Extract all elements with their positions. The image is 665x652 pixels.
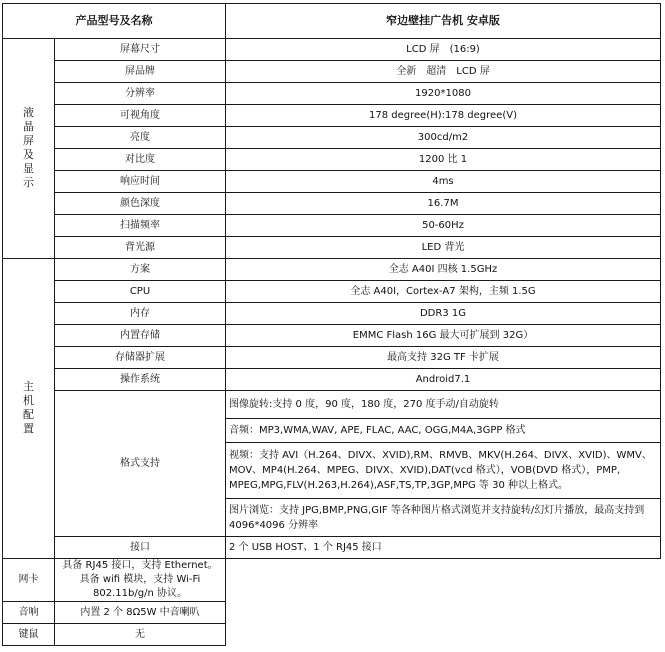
row-value: 最高支持 32G TF 卡扩展: [226, 347, 661, 369]
table-row: [3, 61, 661, 83]
row-value: 具备 RJ45 接口，支持 Ethernet。具备 wifi 模块，支持 Wi-Fi 802.11b/g/n 协议。: [55, 559, 226, 602]
row-value: 4ms: [226, 171, 661, 193]
table-row: [3, 39, 661, 61]
table-row: [3, 391, 661, 419]
product-name: 窄边壁挂广告机 安卓版: [226, 4, 661, 39]
row-label: 音响: [3, 602, 55, 624]
table-row: [3, 537, 661, 559]
format-support-label: 格式支持: [55, 391, 226, 537]
product-model-label: 产品型号及名称: [3, 4, 226, 39]
row-value: 全志 A40I 四核 1.5GHz: [226, 259, 661, 281]
row-label: 屏幕尺寸: [55, 39, 226, 61]
table-row: [3, 624, 661, 646]
row-label: 方案: [55, 259, 226, 281]
table-row: [3, 171, 661, 193]
table-row: [3, 325, 661, 347]
row-label: 接口: [55, 537, 226, 559]
row-label: 对比度: [55, 149, 226, 171]
row-value: 1200 比 1: [226, 149, 661, 171]
table-row: [3, 602, 661, 624]
row-label: 亮度: [55, 127, 226, 149]
table-row: [3, 193, 661, 215]
table-row: [3, 303, 661, 325]
row-label: 操作系统: [55, 369, 226, 391]
row-value: LED 背光: [226, 237, 661, 259]
table-header-row: [3, 4, 661, 39]
row-label: 扫描频率: [55, 215, 226, 237]
table-row: [3, 83, 661, 105]
row-label: 颜色深度: [55, 193, 226, 215]
format-audio: 音频：MP3,WMA,WAV, APE, FLAC, AAC, OGG,M4A,3GPP 格式: [226, 419, 661, 443]
row-value: 2 个 USB HOST、1 个 RJ45 接口: [226, 537, 661, 559]
table-row: [3, 149, 661, 171]
spec-table: [2, 3, 661, 646]
table-row: [3, 559, 661, 602]
table-row: [3, 347, 661, 369]
row-label: 内置存储: [55, 325, 226, 347]
row-value: DDR3 1G: [226, 303, 661, 325]
format-image-rotation: 图像旋转:支持 0 度，90 度，180 度，270 度手动/自动旋转: [226, 391, 661, 419]
format-video: 视频：支持 AVI（H.264、DIVX、XVID),RM、RMVB、MKV(H.264、DIVX、XVID)、WMV、MOV、MP4(H.264、MPEG、DIVX、XVID),DAT(vcd 格式），VOB(DVD 格式），PMP, MPEG,MPG,FLV(H.263,H.264),ASF,TS,TP,3GP,MPG 等 30 种以上格式。: [226, 443, 661, 499]
row-label: 内存: [55, 303, 226, 325]
row-value: 16.7M: [226, 193, 661, 215]
row-label: 键鼠: [3, 624, 55, 646]
row-value: 300cd/m2: [226, 127, 661, 149]
format-image-browse: 图片浏览：支持 JPG,BMP,PNG,GIF 等各种图片格式浏览并支持旋转/幻灯片播放，最高支持到 4096*4096 分辨率: [226, 499, 661, 537]
row-value: EMMC Flash 16G 最大可扩展到 32G）: [226, 325, 661, 347]
table-row: [3, 369, 661, 391]
table-row: [3, 127, 661, 149]
row-label: 背光源: [55, 237, 226, 259]
row-value: Android7.1: [226, 369, 661, 391]
table-row: [3, 259, 661, 281]
row-label: 屏品牌: [55, 61, 226, 83]
row-label: 网卡: [3, 559, 55, 602]
table-row: [3, 237, 661, 259]
row-value: 全志 A40I，Cortex-A7 架构，主频 1.5G: [226, 281, 661, 303]
row-value: LCD 屏 (16:9): [226, 39, 661, 61]
row-label: 响应时间: [55, 171, 226, 193]
table-row: [3, 105, 661, 127]
row-label: 存储器扩展: [55, 347, 226, 369]
row-value: 内置 2 个 8Ω5W 中音喇叭: [55, 602, 226, 624]
table-row: [3, 281, 661, 303]
section-host-config-label: 主机配置: [23, 380, 34, 435]
row-value: 1920*1080: [226, 83, 661, 105]
row-label: 分辨率: [55, 83, 226, 105]
row-value: 无: [55, 624, 226, 646]
table-row: [3, 215, 661, 237]
row-value: 50-60Hz: [226, 215, 661, 237]
row-label: CPU: [55, 281, 226, 303]
section-host-config: [3, 259, 55, 559]
row-value: 178 degree(H):178 degree(V): [226, 105, 661, 127]
section-lcd-display-label: 液晶屏及显示: [23, 106, 34, 189]
row-value: 全新 超清 LCD 屏: [226, 61, 661, 83]
row-label: 可视角度: [55, 105, 226, 127]
section-lcd-display: [3, 39, 55, 259]
